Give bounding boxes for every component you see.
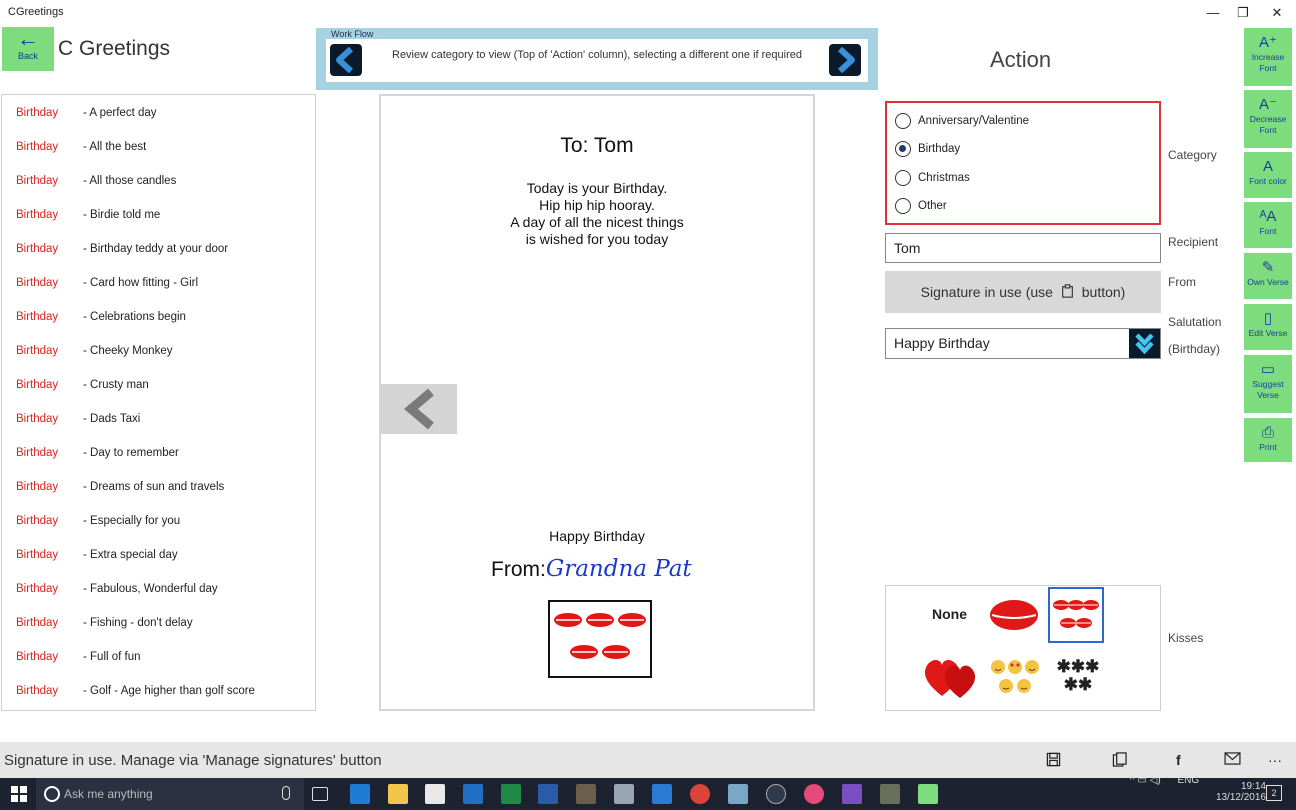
verse-category: Birthday — [16, 175, 59, 187]
window-title: CGreetings — [8, 6, 64, 18]
rail-label: Own Verse — [1247, 277, 1289, 287]
verse-title: - Birthday teddy at your door — [83, 243, 229, 255]
card-from — [491, 556, 692, 582]
list-item[interactable] — [2, 231, 315, 265]
edge-icon[interactable] — [350, 784, 370, 804]
clock-time: 19:14 — [1240, 781, 1266, 792]
verse-title: - Card how fitting - Girl — [83, 277, 199, 289]
verse-category: Birthday — [16, 515, 59, 527]
kisses-option-none[interactable]: None — [932, 606, 967, 622]
search-box[interactable] — [36, 778, 304, 810]
verse-category: Birthday — [16, 277, 59, 289]
back-button[interactable] — [2, 27, 54, 71]
chevron-left-icon — [330, 44, 362, 76]
list-item[interactable] — [2, 197, 315, 231]
verse-category: Birthday — [16, 243, 59, 255]
visual-studio-icon[interactable] — [842, 784, 862, 804]
increase-font-button[interactable] — [1244, 28, 1292, 86]
decrease-font-button[interactable] — [1244, 90, 1292, 148]
font-button[interactable] — [1244, 202, 1292, 248]
category-option-label: Birthday — [918, 143, 961, 155]
clock-date: 13/12/2016 — [1215, 792, 1266, 803]
title-bar — [0, 0, 1296, 26]
category-option-label: Anniversary/Valentine — [918, 115, 1030, 127]
salutation-label: Salutation — [1168, 315, 1222, 329]
verse-category: Birthday — [16, 685, 59, 697]
kisses-label: Kisses — [1168, 631, 1204, 645]
hearts-icon — [920, 652, 982, 700]
outlook-icon[interactable] — [463, 784, 483, 804]
list-item[interactable] — [2, 537, 315, 571]
card-verse — [381, 180, 813, 248]
back-label: Back — [17, 51, 38, 61]
document-icon: ▯ — [1263, 310, 1273, 327]
verse-title: - Golf - Age higher than golf score — [83, 685, 255, 697]
card-recipient: To: Tom — [560, 134, 634, 157]
notifications-icon[interactable]: 2 — [1266, 785, 1282, 801]
list-item[interactable] — [2, 469, 315, 503]
status-text: Signature in use. Manage via 'Manage signatures' button — [4, 752, 382, 769]
list-item[interactable] — [2, 571, 315, 605]
action-heading: Action — [990, 47, 1052, 72]
clipboard-icon[interactable] — [1112, 752, 1127, 770]
app-icon[interactable] — [880, 784, 900, 804]
workflow-box — [326, 39, 868, 82]
list-item[interactable] — [2, 503, 315, 537]
list-item[interactable] — [2, 673, 315, 707]
list-item[interactable] — [2, 129, 315, 163]
verse-title: - Celebrations begin — [83, 311, 186, 323]
close-button[interactable]: ✕ — [1271, 5, 1283, 20]
save-icon[interactable] — [1046, 752, 1061, 770]
verse-line: A day of all the nicest things — [510, 214, 684, 230]
list-item[interactable] — [2, 163, 315, 197]
printer-icon: ⎙ — [1261, 424, 1274, 441]
category-option-label: Christmas — [918, 172, 970, 184]
list-item[interactable] — [2, 401, 315, 435]
verse-title: - Extra special day — [83, 549, 178, 561]
tray-icons[interactable]: ^ ▭ ◁) — [1129, 775, 1164, 786]
file-explorer-icon[interactable] — [388, 784, 408, 804]
mail-icon[interactable] — [1224, 752, 1241, 768]
verse-category: Birthday — [16, 311, 59, 323]
app-icon[interactable] — [614, 784, 634, 804]
verse-category: Birthday — [16, 107, 59, 119]
category-label: Category — [1168, 148, 1217, 162]
verse-category: Birthday — [16, 549, 59, 561]
windows-start-icon[interactable] — [11, 786, 27, 802]
salutation-sublabel: (Birthday) — [1168, 342, 1221, 356]
lips-icon — [988, 594, 1040, 636]
signature-button-suffix: button) — [1081, 284, 1126, 300]
verse-title: - Day to remember — [83, 447, 179, 459]
rail-label: Print — [1259, 442, 1277, 452]
verse-line: Today is your Birthday. — [526, 180, 668, 196]
app-heading: C Greetings — [58, 37, 171, 60]
verse-category: Birthday — [16, 209, 59, 221]
chrome-icon[interactable] — [690, 784, 710, 804]
kisses-option-emojis[interactable] — [988, 658, 1042, 696]
verse-title: - Full of fun — [83, 651, 141, 663]
verse-title: - Crusty man — [83, 379, 149, 391]
workflow-next-button[interactable] — [829, 44, 861, 76]
cortana-icon — [44, 786, 60, 802]
list-item[interactable] — [2, 95, 315, 129]
chevron-down-icon — [1129, 329, 1160, 358]
kisses-option-single-lips[interactable] — [988, 594, 1040, 636]
recipient-input[interactable] — [885, 233, 1161, 263]
microphone-icon[interactable] — [282, 786, 290, 800]
verse-category: Birthday — [16, 413, 59, 425]
list-item[interactable] — [2, 639, 315, 673]
verse-line: Hip hip hip hooray. — [539, 197, 655, 213]
monitor-icon: ▭ — [1260, 361, 1276, 378]
signature-button[interactable] — [885, 271, 1161, 313]
taskbar — [0, 775, 1296, 810]
radio-circle-selected[interactable] — [895, 141, 911, 157]
radio-circle[interactable] — [895, 170, 911, 186]
verse-category: Birthday — [16, 141, 59, 153]
app-icon[interactable] — [766, 784, 786, 804]
list-item[interactable] — [2, 333, 315, 367]
own-verse-button[interactable] — [1244, 253, 1292, 299]
task-view-icon[interactable] — [312, 787, 328, 801]
cgreetings-icon[interactable] — [918, 784, 938, 804]
signature-button-label: Signature in use (use — [920, 284, 1053, 300]
itunes-icon[interactable] — [804, 784, 824, 804]
verse-title: - All the best — [83, 141, 147, 153]
list-item[interactable] — [2, 435, 315, 469]
verse-title: - Fishing - don't delay — [83, 617, 193, 629]
chevron-right-icon — [829, 44, 861, 76]
suggest-verse-button[interactable] — [1244, 355, 1292, 413]
app-icon[interactable] — [728, 784, 748, 804]
kisses-picker — [885, 585, 1161, 711]
smiley-faces-icon — [988, 658, 1042, 696]
verse-title: - Birdie told me — [83, 209, 161, 221]
lips-icon — [1050, 589, 1102, 641]
card-from-label: From: — [491, 558, 546, 581]
decrease-font-icon: A⁻ — [1259, 96, 1277, 113]
salutation-value: Happy Birthday — [894, 335, 990, 351]
more-icon[interactable]: ··· — [1268, 752, 1282, 768]
font-icon: ᴬA — [1259, 208, 1277, 225]
app-icon[interactable] — [576, 784, 596, 804]
verse-title: - Especially for you — [83, 515, 181, 527]
radio-circle[interactable] — [895, 113, 911, 129]
rail-label: Increase Font — [1251, 52, 1285, 73]
verse-title: - Fabulous, Wonderful day — [83, 583, 218, 595]
list-item[interactable] — [2, 605, 315, 639]
card-prev-button[interactable] — [381, 384, 457, 434]
workflow-label: Work Flow — [331, 29, 374, 39]
rail-label: Decrease Font — [1249, 114, 1287, 135]
restore-button[interactable]: ❐ — [1237, 5, 1249, 20]
pencil-icon: ✎ — [1261, 259, 1275, 276]
verse-title: - Dreams of sun and travels — [83, 481, 225, 493]
category-option-label: Other — [918, 200, 947, 212]
list-item[interactable] — [2, 367, 315, 401]
verse-title: - Cheeky Monkey — [83, 345, 173, 357]
salutation-dropdown[interactable] — [885, 328, 1161, 359]
search-placeholder: Ask me anything — [64, 787, 153, 801]
app-icon[interactable] — [652, 784, 672, 804]
edit-verse-button[interactable] — [1244, 304, 1292, 350]
list-item[interactable] — [2, 299, 315, 333]
verse-category: Birthday — [16, 583, 59, 595]
kisses-option-hearts[interactable] — [920, 652, 982, 700]
category-radio-group — [885, 101, 1161, 225]
verse-title: - Dads Taxi — [83, 413, 141, 425]
from-label: From — [1168, 275, 1196, 289]
radio-circle[interactable] — [895, 198, 911, 214]
status-bar — [0, 742, 1296, 778]
excel-icon[interactable] — [501, 784, 521, 804]
font-color-icon: A — [1262, 158, 1273, 175]
kisses-option-multi-lips[interactable] — [1048, 587, 1104, 643]
verse-category: Birthday — [16, 651, 59, 663]
card-preview — [379, 94, 815, 711]
workflow-text: Review category to view (Top of 'Action' column), selecting a different one if required — [392, 49, 802, 61]
list-item[interactable] — [2, 265, 315, 299]
increase-font-icon: A⁺ — [1259, 34, 1277, 51]
verse-title: - A perfect day — [83, 107, 157, 119]
language-indicator[interactable]: ENG — [1177, 775, 1200, 786]
recipient-label: Recipient — [1168, 235, 1219, 249]
salutation-dropdown-button[interactable] — [1129, 329, 1160, 358]
kisses-option-stars[interactable]: ✱✱✱ ✱✱ — [1056, 657, 1100, 694]
verse-category: Birthday — [16, 447, 59, 459]
lips-icon — [550, 602, 650, 676]
system-tray[interactable] — [1129, 775, 1266, 803]
minimize-button[interactable]: — — [1206, 5, 1220, 20]
verse-category: Birthday — [16, 345, 59, 357]
rail-label: Font color — [1249, 176, 1287, 186]
card-salutation: Happy Birthday — [549, 528, 645, 544]
verse-category: Birthday — [16, 481, 59, 493]
print-button[interactable] — [1244, 418, 1292, 462]
workflow-prev-button[interactable] — [330, 44, 362, 76]
back-arrow-icon: ← — [17, 26, 39, 51]
facebook-icon[interactable]: f — [1176, 752, 1181, 768]
rail-label: Suggest Verse — [1252, 379, 1284, 400]
verse-category: Birthday — [16, 617, 59, 629]
clock[interactable] — [1216, 781, 1266, 803]
verse-line: is wished for you today — [525, 231, 669, 247]
chevron-left-icon — [381, 384, 457, 434]
font-color-button[interactable] — [1244, 152, 1292, 198]
word-icon[interactable] — [538, 784, 558, 804]
verse-list[interactable] — [1, 94, 316, 711]
card-kisses-image — [548, 600, 652, 678]
verse-title: - All those candles — [83, 175, 177, 187]
verse-category: Birthday — [16, 379, 59, 391]
rail-label: Edit Verse — [1248, 328, 1288, 338]
workflow-panel — [316, 28, 878, 90]
clipboard-icon — [1061, 284, 1074, 298]
store-icon[interactable] — [425, 784, 445, 804]
card-signature: Grandna Pat — [545, 556, 692, 582]
rail-label: Font — [1259, 226, 1277, 236]
